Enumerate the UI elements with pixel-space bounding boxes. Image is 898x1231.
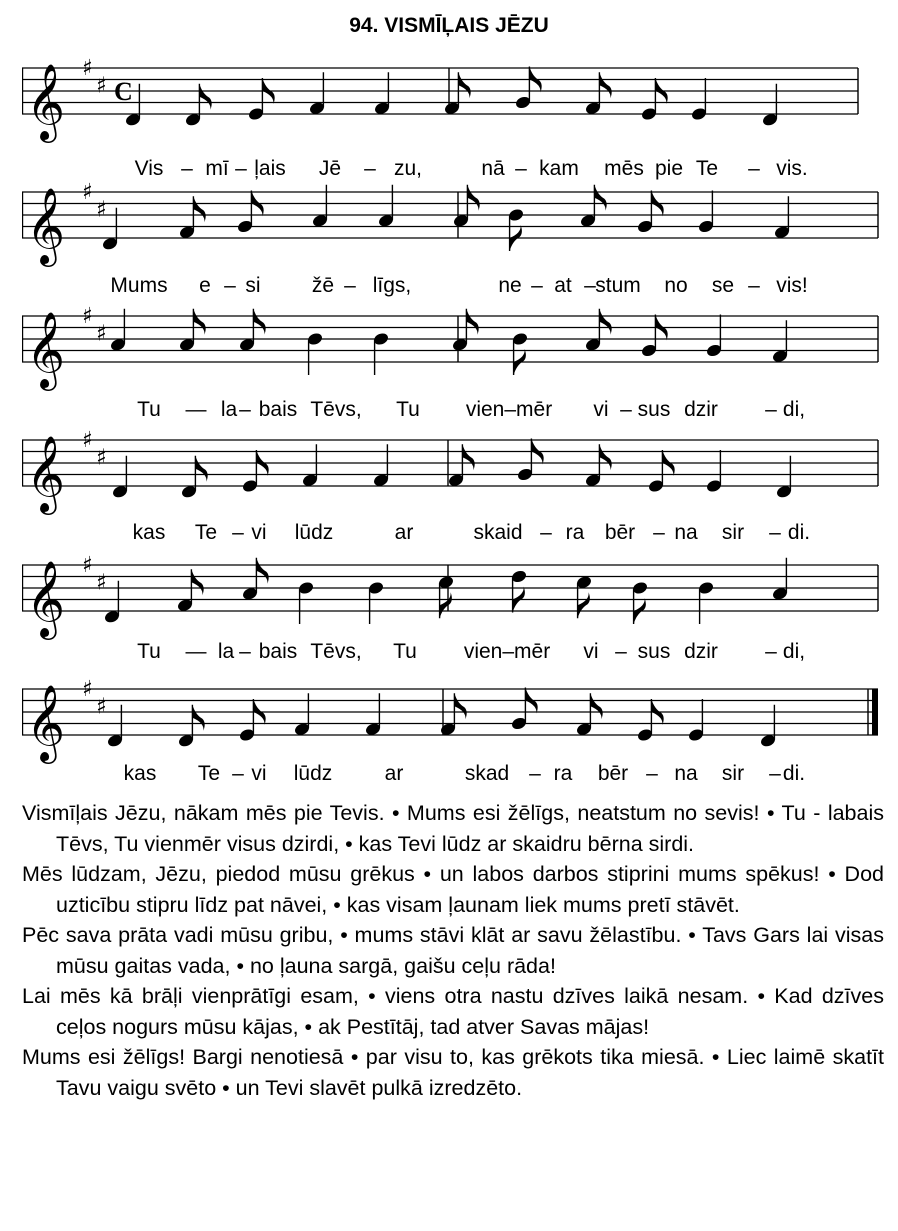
lyric-syllable: na: [674, 762, 698, 785]
lyric-syllable: Te: [695, 157, 719, 180]
verse-2: Mēs lūdzam, Jēzu, piedod mūsu grēkus • un labos darbos stiprini mums spēkus! • Dod uzticību stipru līdz pat nāvei, • kas visam ļaunam liek mums pretī stāvēt.: [22, 862, 884, 917]
lyric-syllable: lūdz: [294, 521, 334, 544]
lyric-syllable: vi: [251, 521, 267, 544]
sharp-icon: ♯: [96, 694, 107, 720]
lyric-syllable: bais: [258, 398, 298, 421]
treble-clef-icon: 𝄞: [26, 435, 66, 512]
lyric-syllable: la: [220, 398, 238, 421]
lyric-syllable: sus: [637, 398, 671, 421]
lyric-syllable: stum: [595, 274, 641, 297]
lyric-syllable: vien–mēr: [463, 640, 551, 663]
eighth-note: [247, 78, 274, 122]
sharp-icon: ♯: [82, 304, 93, 329]
sharp-icon: ♯: [96, 570, 107, 596]
eighth-note: [447, 444, 474, 488]
quarter-note: [771, 558, 788, 602]
sharp-icon: ♯: [96, 197, 107, 223]
sharp-icon: ♯: [96, 321, 107, 347]
lyric-syllable: žē: [311, 274, 335, 297]
staff-system: [22, 48, 878, 140]
quarter-note: [705, 450, 722, 494]
lyric-syllable: bēr: [604, 521, 636, 544]
lyric-syllable: –: [232, 762, 244, 785]
lyric-syllable: ne: [498, 274, 522, 297]
eighth-note: [238, 309, 265, 353]
lyric-syllable: –: [540, 521, 552, 544]
lyric-syllable: ra: [565, 521, 585, 544]
quarter-note: [109, 309, 126, 353]
treble-clef-icon: 𝄞: [26, 684, 66, 761]
sharp-icon: ♯: [82, 553, 93, 578]
lyric-syllable: kas: [132, 521, 166, 544]
quarter-note: [705, 315, 722, 359]
treble-clef-icon: 𝄞: [26, 560, 66, 637]
eighth-note: [238, 699, 265, 743]
lyric-syllable: –: [529, 762, 541, 785]
verse-4: Lai mēs kā brāļi vienprātīgi esam, • viens otra nastu dzīves laikā nesam. • Kad dzīves ceļos nogurs mūsu kājas, • ak Pestītāj, tad atver Savas mājas!: [22, 984, 884, 1039]
sharp-icon: ♯: [96, 73, 107, 99]
lyric-syllable: kam: [539, 157, 579, 180]
eighth-note: [177, 705, 204, 749]
lyric-syllable: –: [531, 274, 543, 297]
eighth-note: [636, 699, 663, 743]
lyric-syllable: Jē: [318, 157, 342, 180]
lyric-syllable: lūdz: [293, 762, 333, 785]
lyric-syllable: na: [674, 521, 698, 544]
lyric-syllable: sus: [637, 640, 671, 663]
eighth-note: [510, 569, 527, 613]
eighth-note: [640, 78, 667, 122]
lyric-syllable: vis!: [776, 274, 808, 297]
eighth-note: [452, 185, 479, 229]
quarter-note: [687, 699, 704, 743]
verse-1: Vismīļais Jēzu, nākam mēs pie Tevis. • Mums esi žēlīgs, neatstum no sevis! • Tu - labais Tēvs, Tu vienmēr visus dzirdi, • kas Tevi lūdz ar skaidru bērna sirdi.: [22, 801, 884, 856]
eighth-note: [514, 67, 541, 111]
eighth-note: [511, 331, 528, 375]
lyric-syllable: vi: [583, 640, 599, 663]
eighth-note: [631, 580, 648, 624]
quarter-note: [775, 456, 792, 500]
lyric-syllable: bēr: [597, 762, 629, 785]
lyric-syllable: –: [615, 640, 627, 663]
lyric-syllable: –: [769, 521, 781, 544]
verse-3: Pēc sava prāta vadi mūsu gribu, • mums stāvi klāt ar savu žēlastību. • Tavs Gars lai visas mūsu gaitas vada, • no ļauna sargā, gaišu ceļu rāda!: [22, 923, 884, 978]
lyric-syllable: –: [748, 157, 760, 180]
lyric-syllable: nā: [481, 157, 505, 180]
lyric-syllable: Tu: [137, 398, 161, 421]
lyric-syllable: vi: [593, 398, 609, 421]
eighth-note: [584, 309, 611, 353]
quarter-note: [308, 72, 325, 116]
hymn-title: 94. VISMĪĻAIS JĒZU: [349, 14, 549, 37]
lyric-syllable: zu,: [393, 157, 423, 180]
lyric-syllable: —: [185, 640, 207, 663]
quarter-note: [364, 693, 381, 737]
lyric-syllable: Tēvs,: [310, 398, 362, 421]
lyric-syllable: –: [620, 398, 632, 421]
eighth-note: [451, 309, 478, 353]
quarter-note: [373, 72, 390, 116]
lyric-syllable: skaid: [473, 521, 523, 544]
lyric-syllable: sir: [721, 762, 745, 785]
eighth-note: [575, 575, 592, 619]
lyric-syllable: at: [554, 274, 572, 297]
lyric-syllable: –: [364, 157, 376, 180]
lyric-syllable: Tu: [393, 640, 417, 663]
quarter-note: [372, 444, 389, 488]
lyric-syllable: –: [239, 398, 251, 421]
lyric-syllable: –: [584, 274, 596, 297]
quarter-note: [697, 580, 714, 624]
staff-system: [22, 172, 878, 264]
eighth-note: [516, 439, 543, 483]
eighth-note: [584, 444, 611, 488]
quarter-note: [690, 78, 707, 122]
staff-system: [22, 296, 878, 388]
quarter-note: [759, 705, 776, 749]
eighth-note: [575, 693, 602, 737]
lyric-syllable: se: [711, 274, 735, 297]
lyric-syllable: Mums: [110, 274, 168, 297]
lyric-syllable: –: [765, 640, 777, 663]
quarter-note: [372, 331, 389, 375]
quarter-note: [773, 196, 790, 240]
lyric-syllable: Tēvs,: [310, 640, 362, 663]
lyric-syllable: –: [765, 398, 777, 421]
quarter-note: [771, 320, 788, 364]
lyric-syllable: –: [344, 274, 356, 297]
staff-system: [22, 669, 878, 761]
lyric-syllable: sir: [721, 521, 745, 544]
eighth-note: [241, 450, 268, 494]
quarter-note: [367, 580, 384, 624]
quarter-note: [111, 456, 128, 500]
lyric-syllable: –: [224, 274, 236, 297]
lyric-syllable: ra: [553, 762, 573, 785]
eighth-note: [510, 688, 537, 732]
lyric-syllable: di,: [782, 640, 806, 663]
quarter-note: [761, 84, 778, 128]
lyric-syllable: –: [646, 762, 658, 785]
eighth-note: [178, 309, 205, 353]
lyric-syllable: kas: [123, 762, 157, 785]
quarter-note: [697, 191, 714, 235]
lyric-syllable: –: [748, 274, 760, 297]
quarter-note: [301, 444, 318, 488]
lyric-syllable: di,: [782, 398, 806, 421]
lyric-syllable: Tu: [137, 640, 161, 663]
quarter-note: [297, 580, 314, 624]
eighth-note: [640, 315, 667, 359]
staff-system: [22, 545, 878, 637]
eighth-note: [437, 575, 454, 619]
lyric-syllable: vien–mēr: [465, 398, 553, 421]
lyric-syllable: no: [664, 274, 688, 297]
lyric-syllable: di.: [782, 762, 806, 785]
lyric-syllable: si: [245, 274, 261, 297]
eighth-note: [236, 191, 263, 235]
eighth-note: [241, 558, 268, 602]
lyric-syllable: mī: [205, 157, 229, 180]
lyric-syllable: –: [181, 157, 193, 180]
treble-clef-icon: 𝄞: [26, 187, 66, 264]
lyric-syllable: Te: [197, 762, 221, 785]
lyric-syllable: –: [239, 640, 251, 663]
lyric-syllable: līgs,: [372, 274, 412, 297]
staff-system: [22, 420, 878, 512]
quarter-note: [293, 693, 310, 737]
lyric-syllable: ar: [394, 521, 414, 544]
eighth-note: [443, 72, 470, 116]
eighth-note: [180, 456, 207, 500]
lyric-syllable: pie: [654, 157, 684, 180]
time-signature: C: [114, 77, 133, 106]
verse-5: Mums esi žēlīgs! Bargi nenotiesā • par visu to, kas grēkots tika miesā. • Liec laimē skatīt Tavu vaigu svēto • un Tevi slavēt pulkā izredzēto.: [22, 1045, 884, 1100]
eighth-note: [176, 569, 203, 613]
lyric-syllable: –: [653, 521, 665, 544]
eighth-note: [184, 84, 211, 128]
lyric-syllable: Tu: [396, 398, 420, 421]
lyric-syllable: —: [185, 398, 207, 421]
quarter-note: [311, 185, 328, 229]
lyric-syllable: la: [217, 640, 235, 663]
eighth-note: [636, 191, 663, 235]
lyric-syllable: dzir: [684, 398, 718, 421]
sharp-icon: ♯: [82, 677, 93, 702]
sharp-icon: ♯: [82, 56, 93, 81]
lyric-syllable: –: [769, 762, 781, 785]
lyric-syllable: vis.: [776, 157, 808, 180]
verses-text: [22, 798, 884, 1103]
sharp-icon: ♯: [82, 180, 93, 205]
lyric-syllable: vi: [251, 762, 267, 785]
treble-clef-icon: 𝄞: [26, 63, 66, 140]
lyric-syllable: –: [232, 521, 244, 544]
eighth-note: [507, 207, 524, 251]
lyric-syllable: dzir: [684, 640, 718, 663]
lyric-syllable: bais: [258, 640, 298, 663]
treble-clef-icon: 𝄞: [26, 311, 66, 388]
lyric-syllable: –: [235, 157, 247, 180]
sharp-icon: ♯: [96, 445, 107, 471]
eighth-note: [178, 196, 205, 240]
lyric-syllable: –: [515, 157, 527, 180]
eighth-note: [584, 72, 611, 116]
sharp-icon: ♯: [82, 428, 93, 453]
lyric-syllable: di.: [787, 521, 811, 544]
lyric-syllable: Te: [194, 521, 218, 544]
lyric-syllable: Vis: [134, 157, 164, 180]
quarter-note: [106, 705, 123, 749]
lyric-syllable: skad: [464, 762, 510, 785]
eighth-note: [647, 450, 674, 494]
lyric-syllable: ar: [384, 762, 404, 785]
quarter-note: [377, 185, 394, 229]
lyric-syllable: ļais: [254, 157, 286, 180]
lyric-syllable: e: [199, 274, 211, 297]
quarter-note: [306, 331, 323, 375]
lyric-syllable: mēs: [604, 157, 644, 180]
eighth-note: [579, 185, 606, 229]
